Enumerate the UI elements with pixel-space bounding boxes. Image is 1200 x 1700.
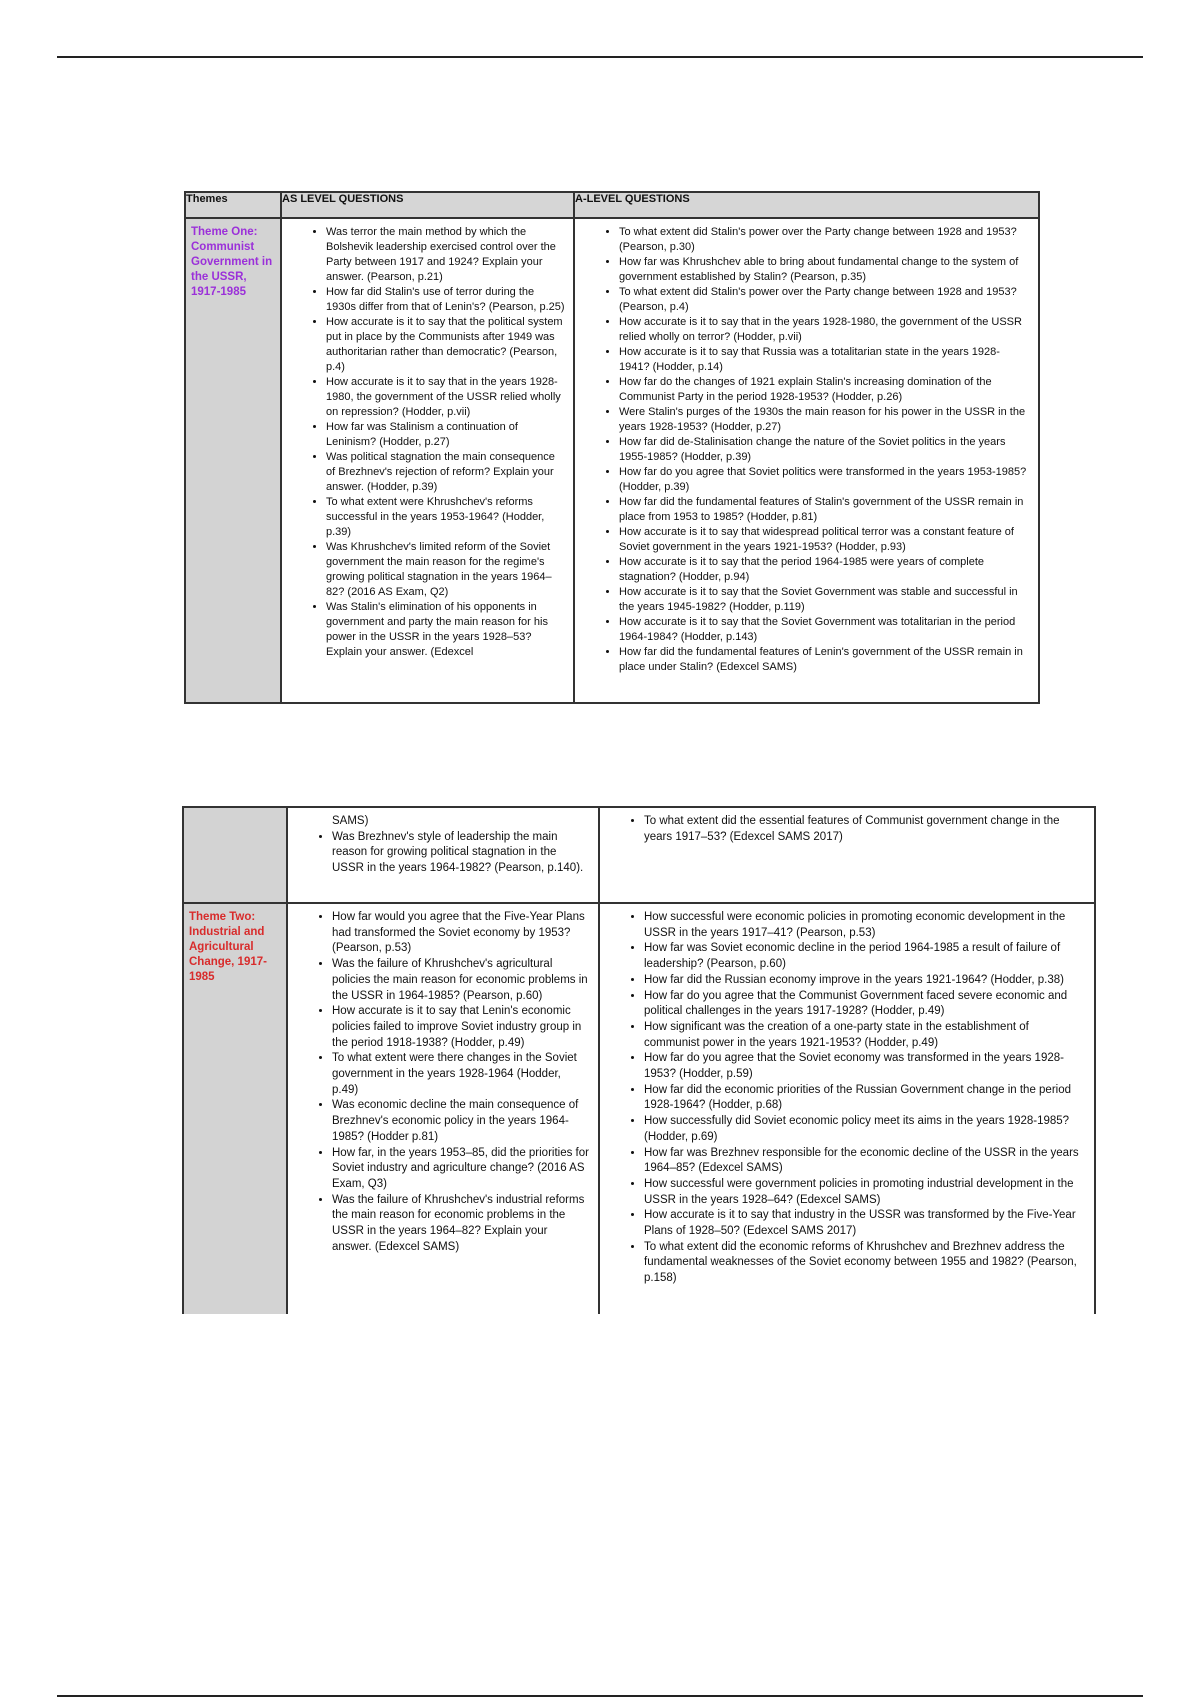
question-item: • To what extent did the economic reforms of Khrushchev and Brezhnev address the fundamental weaknesses of the Soviet economy between 1955 and 1982? (Pearson, p.158)	[644, 1240, 1086, 1287]
question-item: • How far was Brezhnev responsible for the economic decline of the USSR in the years 1964–85? (Edexcel SAMS)	[644, 1146, 1086, 1177]
theme-two-a-cell	[599, 903, 1095, 1314]
continuation-row	[183, 807, 1095, 903]
question-item: • To what extent did the essential features of Communist government change in the years 1917–53? (Edexcel SAMS 2017)	[644, 814, 1086, 845]
continuation-a-cell	[599, 807, 1095, 903]
question-item: • Was Khrushchev's limited reform of the Soviet government the main reason for the regime's growing political stagnation in the years 1964–82? (2016 AS Exam, Q2)	[326, 540, 565, 600]
a-question-list	[600, 904, 1094, 1291]
question-item: • How successful were economic policies in promoting economic development in the USSR in the years 1917–41? (Pearson, p.53)	[644, 910, 1086, 941]
theme-one-label: Theme One: Communist Government in the USSR, 1917-1985	[191, 226, 273, 298]
question-item: • How far do you agree that the Soviet economy was transformed in the years 1928-1953? (Hodder, p.59)	[644, 1051, 1086, 1082]
question-item: • Was the failure of Khrushchev's industrial reforms the main reason for economic problems in the USSR in the years 1964–82? Explain your answer. (Edexcel SAMS)	[332, 1193, 590, 1256]
question-item: • How successfully did Soviet economic policy meet its aims in the years 1928-1985? (Hodder, p.69)	[644, 1114, 1086, 1145]
question-item: • To what extent did Stalin's power over the Party change between 1928 and 1953? (Pearson, p.4)	[619, 285, 1030, 315]
question-item: • How far did Stalin's use of terror during the 1930s differ from that of Lenin's? (Pearson, p.25)	[326, 285, 565, 315]
bottom-rule	[57, 1695, 1143, 1697]
question-item: • How far did the economic priorities of the Russian Government change in the period 1928-1964? (Hodder, p.68)	[644, 1083, 1086, 1114]
question-item: • How successful were government policies in promoting industrial development in the USSR in the years 1928–64? (Edexcel SAMS)	[644, 1177, 1086, 1208]
header-themes: Themes	[185, 192, 281, 218]
question-item: • How far was Soviet economic decline in the period 1964-1985 a result of failure of leadership? (Pearson, p.60)	[644, 941, 1086, 972]
as-question-list	[288, 904, 598, 1259]
continuation-as-cell	[287, 807, 599, 903]
theme-two-as-cell	[287, 903, 599, 1314]
theme-one-a-cell	[574, 218, 1039, 703]
question-item: • How accurate is it to say that widespread political terror was a constant feature of Soviet government in the years 1921-1953? (Hodder, p.93)	[619, 525, 1030, 555]
question-item: • Was terror the main method by which the Bolshevik leadership exercised control over the Party between 1917 and 1924? Explain your answer. (Pearson, p.21)	[326, 225, 565, 285]
a-question-list	[575, 219, 1038, 679]
question-item: • How far do you agree that Soviet politics were transformed in the years 1953-1985? (Hodder, p.39)	[619, 465, 1030, 495]
question-item: • How accurate is it to say that Lenin's economic policies failed to improve Soviet industry group in the period 1918-1938? (Hodder, p.49)	[332, 1004, 590, 1051]
theme-one-cell	[185, 218, 281, 703]
questions-table-1	[184, 191, 1040, 704]
question-item: • Were Stalin's purges of the 1930s the main reason for his power in the USSR in the years 1928-1953? (Hodder, p.27)	[619, 405, 1030, 435]
question-item: • How far was Stalinism a continuation of Leninism? (Hodder, p.27)	[326, 420, 565, 450]
question-item: • How accurate is it to say that the Soviet Government was totalitarian in the period 1964-1984? (Hodder, p.143)	[619, 615, 1030, 645]
question-item: • How far do the changes of 1921 explain Stalin's increasing domination of the Communist Party in the period 1928-1953? (Hodder, p.26)	[619, 375, 1030, 405]
theme-one-row	[185, 218, 1039, 703]
question-item: • How accurate is it to say that Russia was a totalitarian state in the years 1928-1941? (Hodder, p.14)	[619, 345, 1030, 375]
question-item: • How accurate is it to say that the period 1964-1985 were years of complete stagnation? (Hodder, p.94)	[619, 555, 1030, 585]
question-item: • How accurate is it to say that in the years 1928-1980, the government of the USSR relied wholly on repression? (Hodder, p.vii)	[326, 375, 565, 420]
as-question-list	[282, 219, 573, 664]
question-item: • How significant was the creation of a one-party state in the establishment of communist power in the years 1921-1953? (Hodder, p.49)	[644, 1020, 1086, 1051]
question-item: • Was Brezhnev's style of leadership the main reason for growing political stagnation in the USSR in the years 1964-1982? (Pearson, p.140).	[332, 830, 590, 877]
question-item: • How far did the fundamental features of Stalin's government of the USSR remain in place from 1953 to 1985? (Hodder, p.81)	[619, 495, 1030, 525]
question-item: • How far did the fundamental features of Lenin's government of the USSR remain in place under Stalin? (Edexcel SAMS)	[619, 645, 1030, 675]
question-item: • How far do you agree that the Communist Government faced severe economic and political challenges in the years 1917-1928? (Hodder, p.49)	[644, 989, 1086, 1020]
header-as-level: AS LEVEL QUESTIONS	[281, 192, 574, 218]
theme-one-as-cell	[281, 218, 574, 703]
question-item: • Was Stalin's elimination of his opponents in government and party the main reason for his power in the USSR in the years 1928–53? Explain your answer. (Edexcel	[326, 600, 565, 660]
questions-table-2	[182, 806, 1096, 1314]
question-item: • How far, in the years 1953–85, did the priorities for Soviet industry and agriculture change? (2016 AS Exam, Q3)	[332, 1146, 590, 1193]
question-item: • To what extent were Khrushchev's reforms successful in the years 1953-1964? (Hodder, p.39)	[326, 495, 565, 540]
theme-two-row	[183, 903, 1095, 1314]
question-item: • Was economic decline the main consequence of Brezhnev's economic policy in the years 1964-1985? (Hodder p.81)	[332, 1098, 590, 1145]
question-item: • How accurate is it to say that in the years 1928-1980, the government of the USSR relied wholly on terror? (Hodder, p.vii)	[619, 315, 1030, 345]
header-row	[185, 192, 1039, 218]
continued-as-list	[288, 830, 598, 881]
header-a-level: A-LEVEL QUESTIONS	[574, 192, 1039, 218]
question-item: • Was the failure of Khrushchev's agricultural policies the main reason for economic problems in the USSR in 1964-1985? (Pearson, p.60)	[332, 957, 590, 1004]
question-item: • Was political stagnation the main consequence of Brezhnev's rejection of reform? Explain your answer. (Hodder, p.39)	[326, 450, 565, 495]
continuation-theme-cell	[183, 807, 287, 903]
question-item: • To what extent were there changes in the Soviet government in the years 1928-1964 (Hodder, p.49)	[332, 1051, 590, 1098]
continued-a-list	[600, 808, 1094, 849]
question-item: • How accurate is it to say that the political system put in place by the Communists after 1949 was authoritarian rather than democratic? (Pearson, p.4)	[326, 315, 565, 375]
theme-two-label: Theme Two: Industrial and Agricultural Change, 1917-1985	[189, 911, 267, 983]
question-item: • How accurate is it to say that industry in the USSR was transformed by the Five-Year Plans of 1928–50? (Edexcel SAMS 2017)	[644, 1208, 1086, 1239]
question-item: • How far did de-Stalinisation change the nature of the Soviet politics in the years 1955-1985? (Hodder, p.39)	[619, 435, 1030, 465]
question-item: • To what extent did Stalin's power over the Party change between 1928 and 1953? (Pearson, p.30)	[619, 225, 1030, 255]
continued-text: SAMS)	[332, 815, 369, 827]
question-item: • How far did the Russian economy improve in the years 1921-1964? (Hodder, p.38)	[644, 973, 1086, 989]
top-rule	[57, 56, 1143, 58]
question-item: • How accurate is it to say that the Soviet Government was stable and successful in the years 1945-1982? (Hodder, p.119)	[619, 585, 1030, 615]
theme-two-cell	[183, 903, 287, 1314]
question-item: • How far would you agree that the Five-Year Plans had transformed the Soviet economy by 1953? (Pearson, p.53)	[332, 910, 590, 957]
question-item: • How far was Khrushchev able to bring about fundamental change to the system of government established by Stalin? (Pearson, p.35)	[619, 255, 1030, 285]
